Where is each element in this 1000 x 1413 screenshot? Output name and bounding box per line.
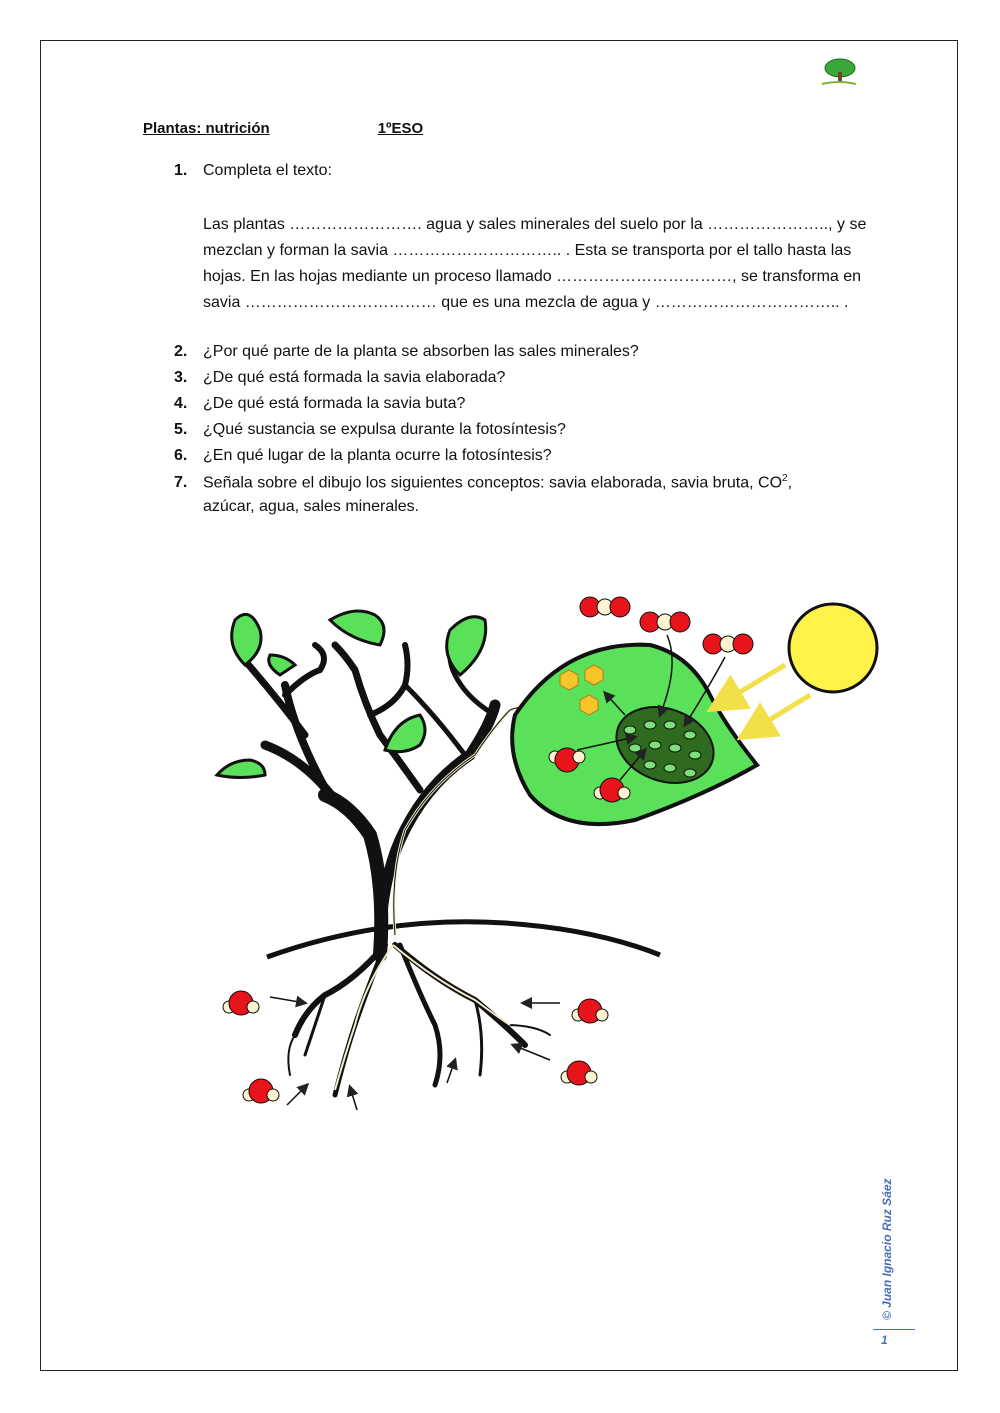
paragraph-line: mezclan y forman la savia ………………………….. . Esta se transporta por el tallo hasta las [203,242,852,259]
co2-molecules [580,597,753,654]
leaf [330,611,384,645]
tree-logo-icon [818,56,860,88]
page-number: 1 [881,1333,888,1347]
ground-line [267,922,660,957]
paragraph-line: savia ……………………………… que es una mezcla de agua y …………………………….. . [203,294,849,311]
paragraph-line: Las plantas ……………………. agua y sales minerales del suelo por la ………………….., y se [203,216,867,233]
sunlight-arrow [745,695,810,735]
absorption-arrows [270,997,560,1110]
author-credit: © Juan Ignacio Ruz Sáez [880,1178,894,1320]
leaf [385,715,425,752]
footer-divider [873,1329,915,1330]
question-6 [174,447,552,465]
fill-in-paragraph [203,212,867,316]
question-text: ¿Por qué parte de la planta se absorben las sales minerales? [203,343,639,360]
leaf [269,655,295,675]
sun-icon [789,604,877,692]
question-text: ¿En qué lugar de la planta ocurre la fotosíntesis? [203,447,552,464]
question-number: 3. [174,369,188,386]
question-number: 2. [174,343,188,360]
question-text: ¿Qué sustancia se expulsa durante la fotosíntesis? [203,421,566,438]
plant-nutrition-diagram [205,585,895,1125]
question-number: 7. [174,474,188,492]
question-text-tail: , [787,474,793,492]
sunlight-arrow [715,665,785,707]
question-5 [174,421,566,439]
title-level: 1ºESO [377,120,424,137]
question-number: 6. [174,447,188,464]
question-text: Completa el texto: [203,162,332,179]
question-3 [174,369,505,387]
tree-leaves [217,611,486,778]
question-number: 1. [174,162,188,179]
co2-subscript: 2 [782,473,788,484]
leaf [232,614,261,665]
leaf [217,760,265,778]
tree-roots [288,945,550,1095]
title-text: Plantas: nutrición [143,120,270,137]
question-2 [174,343,639,361]
water-molecules-soil [223,991,608,1103]
question-text: Señala sobre el dibujo los siguientes conceptos: savia elaborada, savia bruta, CO [203,474,783,492]
question-7 [174,473,792,492]
question-7-continuation: azúcar, agua, sales minerales. [203,498,420,515]
tree-trunk [238,635,495,955]
question-text: ¿De qué está formada la savia buta? [203,395,466,412]
paragraph-line: hojas. En las hojas mediante un proceso llamado ……………………………, se transforma en [203,268,862,285]
question-number: 5. [174,421,188,438]
question-text: ¿De qué está formada la savia elaborada? [203,369,506,386]
question-number: 4. [174,395,188,412]
question-1 [174,162,332,180]
page-title [143,120,423,137]
question-4 [174,395,465,413]
leaf [447,617,486,675]
